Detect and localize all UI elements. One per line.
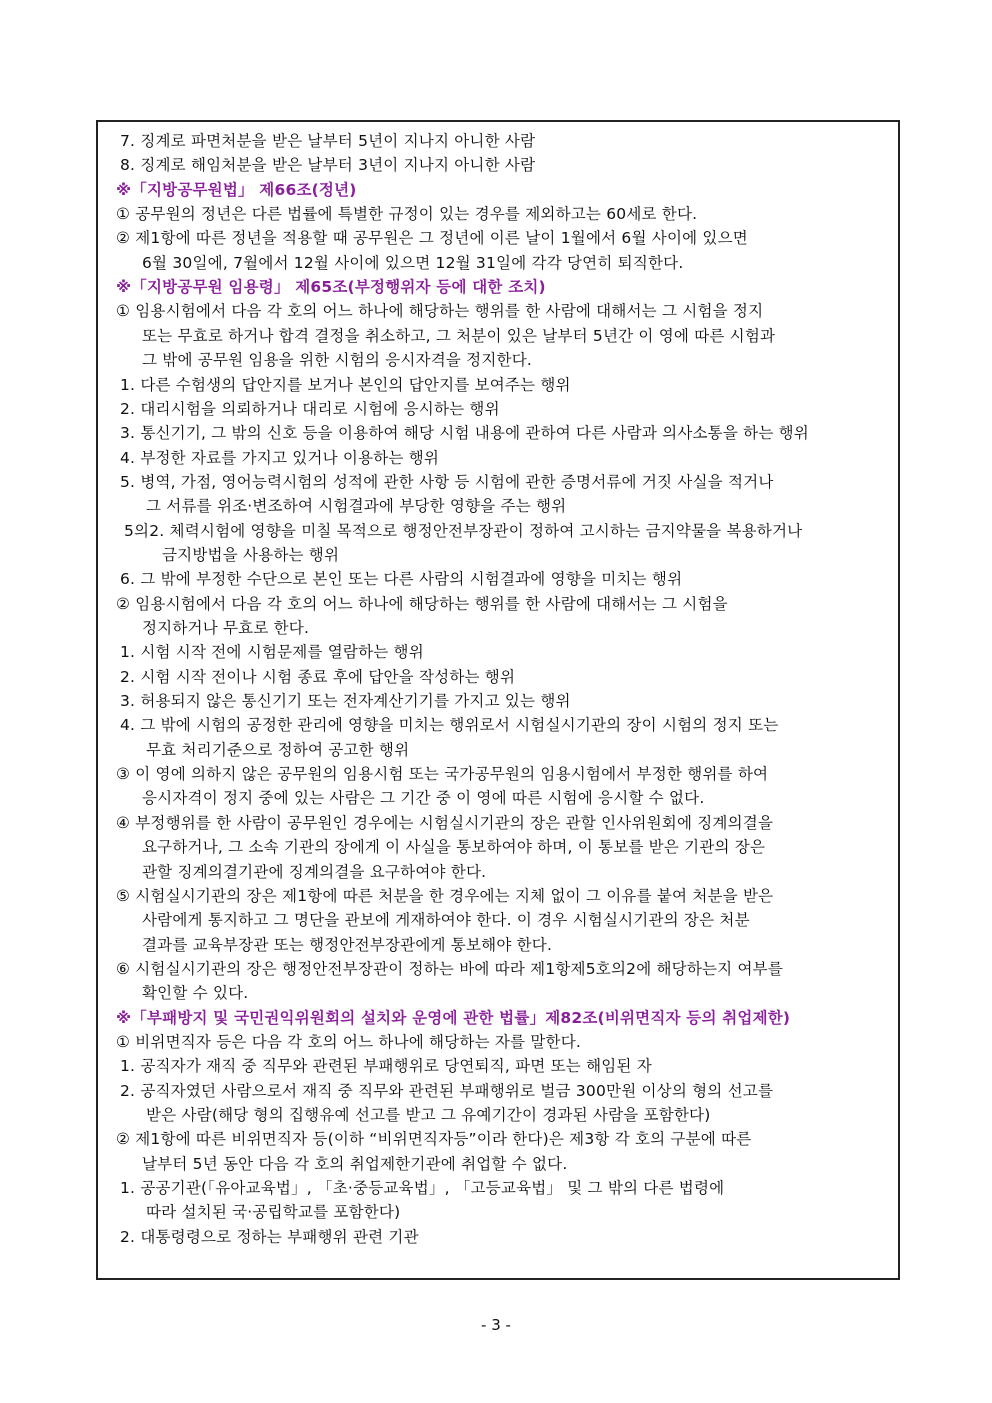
text-line: 따라 설치된 국·공립학교를 포함한다)	[146, 1203, 401, 1222]
text-line: 2. 공직자였던 사람으로서 재직 중 직무와 관련된 부패행위로 벌금 300만원 이상의 형의 선고를	[120, 1081, 774, 1100]
text-line: 무효 처리기준으로 정하여 공고한 행위	[146, 740, 410, 759]
text-line: 7. 징계로 파면처분을 받은 날부터 5년이 지나지 아니한 사람	[120, 132, 536, 150]
text-line: 1. 공공기관(「유아교육법」, 「초·중등교육법」, 「고등교육법」 및 그 밖의 다른 법령에	[120, 1179, 725, 1198]
text-line: ⑤ 시험실시기관의 장은 제1항에 따른 처분을 한 경우에는 지체 없이 그 이유를 붙여 처분을 받은	[116, 886, 774, 905]
text-line: 그 밖에 공무원 임용을 위한 시험의 응시자격을 정지한다.	[142, 351, 532, 370]
text-line: 4. 그 밖에 시험의 공정한 관리에 영향을 미치는 행위로서 시험실시기관의 장이 시험의 정지 또는	[120, 716, 779, 735]
text-line: 1. 다른 수험생의 답안지를 보거나 본인의 답안지를 보여주는 행위	[120, 375, 571, 394]
text-line: 날부터 5년 동안 다음 각 호의 취업제한기관에 취업할 수 없다.	[142, 1154, 568, 1173]
text-line: 1. 시험 시작 전에 시험문제를 열람하는 행위	[120, 643, 424, 662]
text-line: 받은 사람(해당 형의 집행유예 선고를 받고 그 유예기간이 경과된 사람을 포함한다)	[146, 1106, 711, 1124]
text-line: ② 제1항에 따른 비위면직자 등(이하 “비위면직자등”이라 한다)은 제3항 각 호의 구분에 따른	[116, 1130, 752, 1149]
section-heading: ※「부패방지 및 국민권익위원회의 설치와 운영에 관한 법률」제82조(비위면직자 등의 취업제한)	[116, 1008, 791, 1027]
text-line: 사람에게 통지하고 그 명단을 관보에 게재하여야 한다. 이 경우 시험실시기관의 장은 처분	[142, 911, 750, 930]
text-line: 5. 병역, 가점, 영어능력시험의 성적에 관한 사항 등 시험에 관한 증명서류에 거짓 사실을 적거나	[120, 472, 774, 491]
text-line: 2. 대통령령으로 정하는 부패행위 관련 기관	[120, 1227, 419, 1246]
text-line: ① 임용시험에서 다음 각 호의 어느 하나에 해당하는 행위를 한 사람에 대해서는 그 시험을 정지	[116, 302, 764, 321]
text-line: 8. 징계로 해임처분을 받은 날부터 3년이 지나지 아니한 사람	[120, 156, 536, 175]
text-line: 2. 대리시험을 의뢰하거나 대리로 시험에 응시하는 행위	[120, 399, 500, 418]
text-line: ② 임용시험에서 다음 각 호의 어느 하나에 해당하는 행위를 한 사람에 대해서는 그 시험을	[116, 594, 728, 613]
text-line: ⑥ 시험실시기관의 장은 행정안전부장관이 정하는 바에 따라 제1항제5호의2에 해당하는지 여부를	[116, 959, 783, 978]
section-heading: ※「지방공무원법」 제66조(정년)	[116, 180, 357, 199]
text-line: 확인할 수 있다.	[142, 984, 249, 1003]
text-line: ④ 부정행위를 한 사람이 공무원인 경우에는 시험실시기관의 장은 관할 인사위원회에 징계의결을	[116, 813, 774, 832]
text-line: 6월 30일에, 7월에서 12월 사이에 있으면 12월 31일에 각각 당연히 퇴직한다.	[142, 253, 684, 272]
text-line: ③ 이 영에 의하지 않은 공무원의 임용시험 또는 국가공무원의 임용시험에서 부정한 행위를 하여	[116, 765, 769, 784]
text-line: ② 제1항에 따른 정년을 적용할 때 공무원은 그 정년에 이른 날이 1월에서 6월 사이에 있으면	[116, 229, 748, 248]
page-number: - 3 -	[481, 1316, 511, 1334]
text-line: 또는 무효로 하거나 합격 결정을 취소하고, 그 처분이 있은 날부터 5년간 이 영에 따른 시험과	[142, 326, 776, 345]
text-line: 3. 허용되지 않은 통신기기 또는 전자계산기기를 가지고 있는 행위	[120, 692, 571, 711]
text-line: 1. 공직자가 재직 중 직무와 관련된 부패행위로 당연퇴직, 파면 또는 해임된 자	[120, 1057, 652, 1076]
text-line: 2. 시험 시작 전이나 시험 종료 후에 답안을 작성하는 행위	[120, 667, 516, 686]
text-line: 6. 그 밖에 부정한 수단으로 본인 또는 다른 사람의 시험결과에 영향을 미치는 행위	[120, 570, 683, 589]
text-line: 3. 통신기기, 그 밖의 신호 등을 이용하여 해당 시험 내용에 관하여 다른 사람과 의사소통을 하는 행위	[120, 424, 809, 443]
text-line: 정지하거나 무효로 한다.	[142, 619, 310, 637]
text-line: 금지방법을 사용하는 행위	[162, 545, 340, 564]
text-line: ① 공무원의 정년은 다른 법률에 특별한 규정이 있는 경우를 제외하고는 60세로 한다.	[116, 205, 698, 224]
text-line: 그 서류를 위조·변조하여 시험결과에 부당한 영향을 주는 행위	[146, 497, 567, 516]
text-line: 5의2. 체력시험에 영향을 미칠 목적으로 행정안전부장관이 정하여 고시하는 금지약물을 복용하거나	[124, 521, 803, 540]
text-line: 응시자격이 정지 중에 있는 사람은 그 기간 중 이 영에 따른 시험에 응시할 수 없다.	[142, 789, 705, 808]
text-line: 관할 징계의결기관에 징계의결을 요구하여야 한다.	[142, 862, 487, 881]
text-line: 요구하거나, 그 소속 기관의 장에게 이 사실을 통보하여야 하며, 이 통보를 받은 기관의 장은	[142, 838, 766, 857]
text-line: 결과를 교육부장관 또는 행정안전부장관에게 통보해야 한다.	[142, 935, 553, 954]
text-line: ① 비위면직자 등은 다음 각 호의 어느 하나에 해당하는 자를 말한다.	[116, 1032, 581, 1051]
section-heading: ※「지방공무원 임용령」 제65조(부정행위자 등에 대한 조치)	[116, 278, 546, 297]
text-line: 4. 부정한 자료를 가지고 있거나 이용하는 행위	[120, 448, 440, 467]
